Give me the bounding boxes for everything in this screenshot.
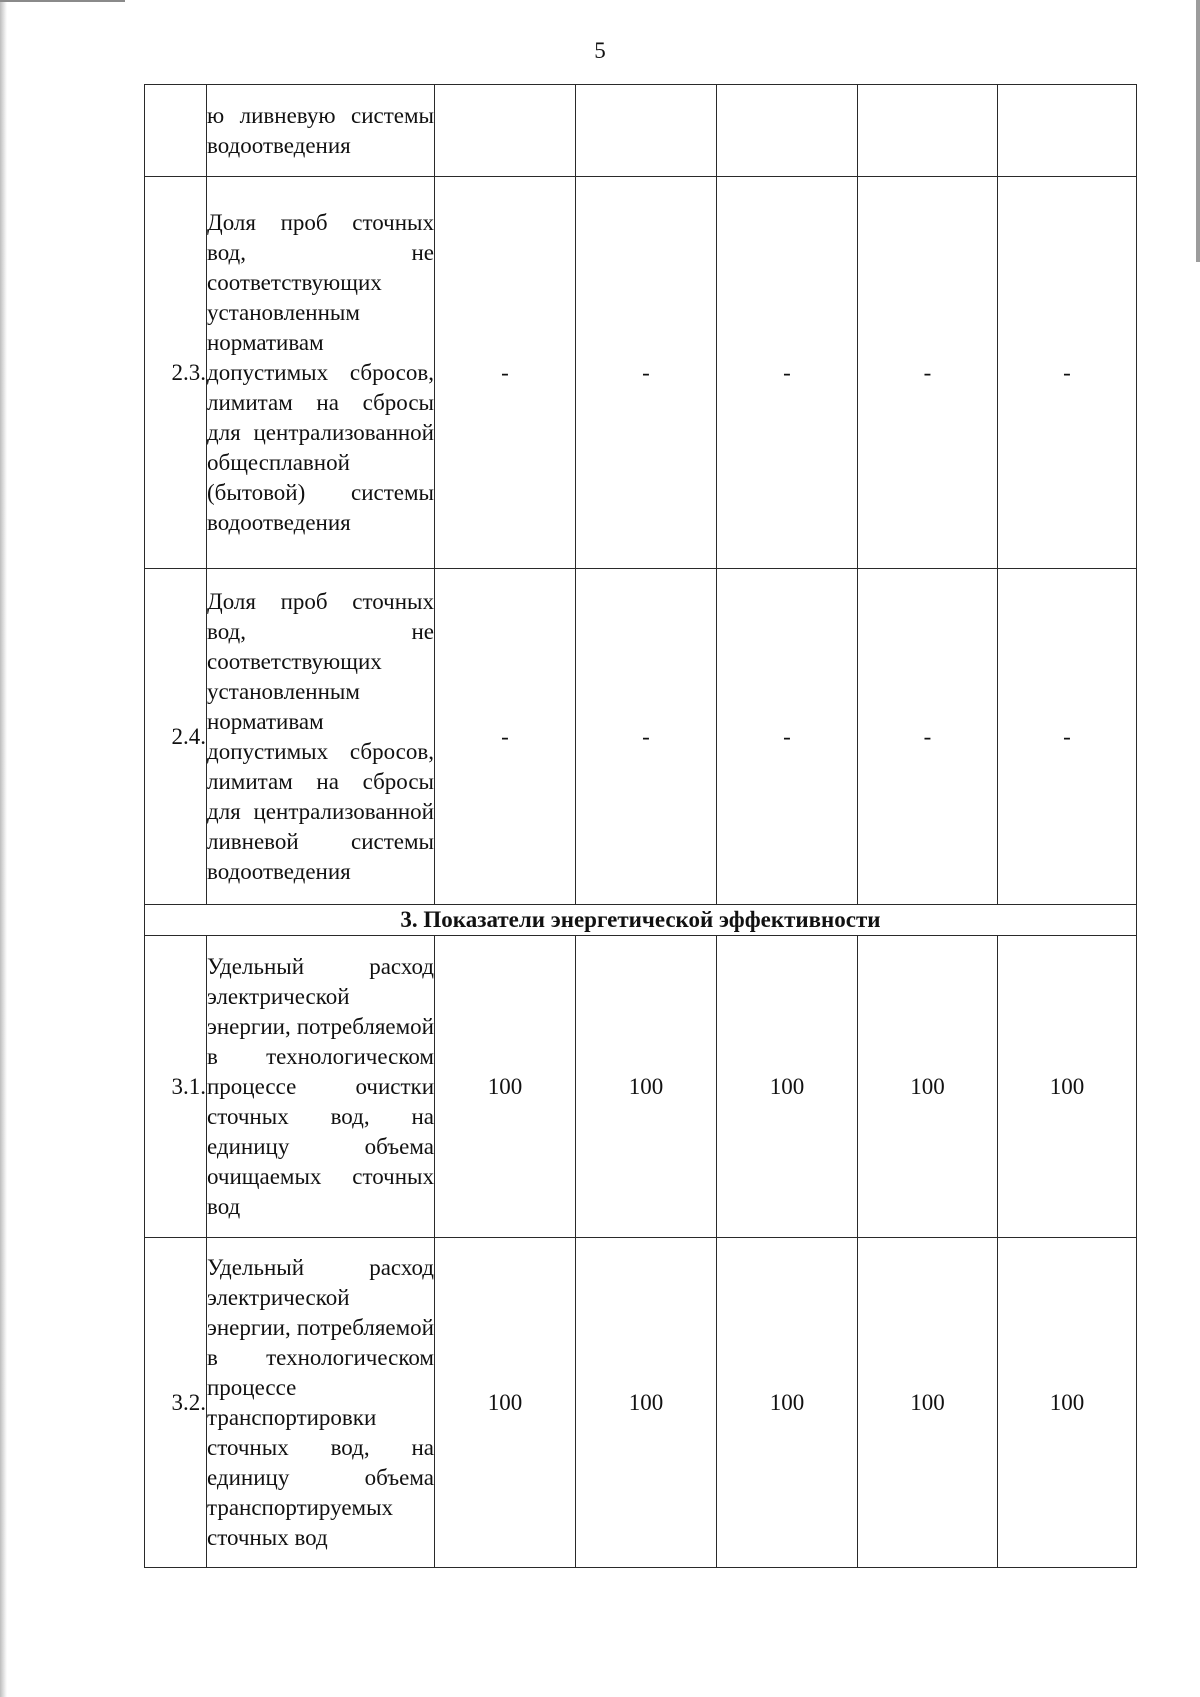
value-cell: 100 — [998, 936, 1137, 1238]
page-number: 5 — [594, 38, 606, 63]
table-row — [145, 569, 1137, 905]
row-number: 3.1. — [145, 936, 207, 1238]
value-cell: - — [435, 177, 576, 569]
row-number: 2.4. — [145, 569, 207, 905]
value-cell: 100 — [717, 936, 858, 1238]
scan-top-mark — [0, 0, 125, 2]
section-header-row — [145, 905, 1137, 936]
value-cell: - — [435, 569, 576, 905]
section-title: 3. Показатели энергетической эффективности — [145, 905, 1137, 936]
value-cell — [576, 85, 717, 177]
table-row — [145, 936, 1137, 1238]
value-cell: 100 — [998, 1238, 1137, 1568]
row-number: 2.3. — [145, 177, 207, 569]
value-cell: - — [576, 569, 717, 905]
indicators-table — [144, 84, 1137, 1568]
value-cell: 100 — [435, 1238, 576, 1568]
value-cell: 100 — [576, 936, 717, 1238]
table-row — [145, 177, 1137, 569]
value-cell: - — [717, 177, 858, 569]
value-cell: 100 — [717, 1238, 858, 1568]
value-cell: - — [576, 177, 717, 569]
value-cell: - — [858, 569, 998, 905]
indicator-name: Доля проб сточных вод, не соответствующих установленным нормативам допустимых сбросов, лимитам на сбросы для централизованной ливневой системы водоотведения — [207, 569, 435, 905]
value-cell: 100 — [435, 936, 576, 1238]
table-row — [145, 1238, 1137, 1568]
value-cell — [858, 85, 998, 177]
value-cell: - — [717, 569, 858, 905]
value-cell — [435, 85, 576, 177]
scan-left-edge — [0, 0, 7, 1697]
indicator-name: Доля проб сточных вод, не соответствующих установленным нормативам допустимых сбросов, лимитам на сбросы для централизованной общесплавной (бытовой) системы водоотведения — [207, 177, 435, 569]
value-cell — [717, 85, 858, 177]
value-cell: - — [858, 177, 998, 569]
row-number — [145, 85, 207, 177]
indicator-name: Удельный расход электрической энергии, потребляемой в технологическом процессе транспортировки сточных вод, на единицу объема транспортируемых сточных вод — [207, 1238, 435, 1568]
value-cell: - — [998, 177, 1137, 569]
row-number: 3.2. — [145, 1238, 207, 1568]
value-cell: 100 — [858, 936, 998, 1238]
indicator-name: Удельный расход электрической энергии, потребляемой в технологическом процессе очистки сточных вод, на единицу объема очищаемых сточных вод — [207, 936, 435, 1238]
value-cell — [998, 85, 1137, 177]
value-cell: 100 — [858, 1238, 998, 1568]
value-cell: 100 — [576, 1238, 717, 1568]
indicator-name: ю ливневую системы водоотведения — [207, 85, 435, 177]
value-cell: - — [998, 569, 1137, 905]
table-row — [145, 85, 1137, 177]
